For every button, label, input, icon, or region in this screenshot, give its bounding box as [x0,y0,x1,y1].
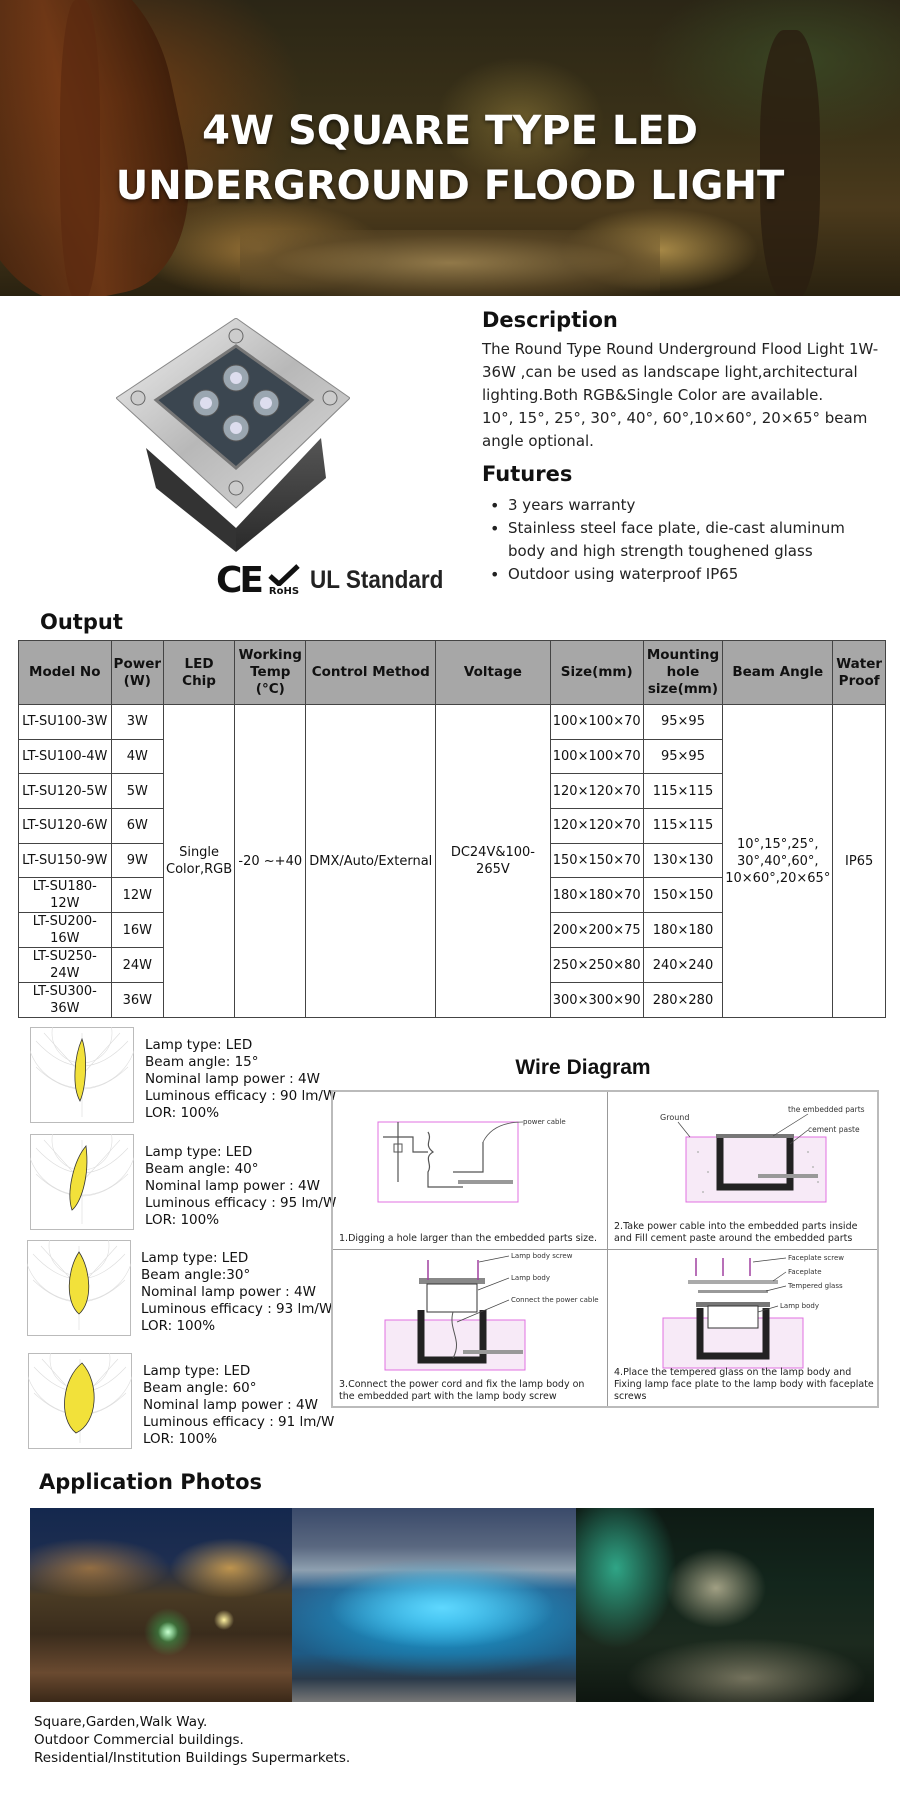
wire-step-3-caption: 3.Connect the power cord and fix the lamp body on the embedded part with the lamp body screw [339,1379,585,1402]
application-photos [30,1508,874,1702]
lamp-type: Lamp type: LED [143,1363,251,1379]
cell-model: LT-SU300-36W [19,983,112,1018]
nominal-power: Nominal lamp power : 4W [141,1284,316,1300]
cell-size: 120×120×70 [550,774,643,809]
description-body: The Round Type Round Underground Flood Light 1W-36W ,can be used as landscape light,architectural lighting.Both RGB&Single Color are available. 10°, 15°, 25°, 30°, 40°, 60°,10×60°, 20×65° beam angle optional. [482,340,879,450]
svg-text:Lamp body: Lamp body [511,1274,550,1282]
lor: LOR: 100% [143,1431,218,1447]
cell-model: LT-SU150-9W [19,843,112,878]
luminous-efficacy: Luminous efficacy : 90 lm/W [145,1088,337,1104]
cell-power: 16W [111,913,163,948]
cell-beam: 10°,15°,25°, 30°,40°,60°, 10×60°,20×65° [723,705,833,1018]
svg-text:power cable: power cable [523,1118,566,1126]
polar-diagram-15 [30,1027,134,1123]
cell-size: 200×200×75 [550,913,643,948]
nominal-power: Nominal lamp power : 4W [145,1071,320,1087]
lor: LOR: 100% [145,1212,220,1228]
output-heading: Output [40,610,123,634]
cell-size: 180×180×70 [550,878,643,913]
wire-diagram-title: Wire Diagram [515,1056,651,1079]
cell-hole: 95×95 [643,705,723,740]
application-item: Square,Garden,Walk Way. [34,1714,208,1730]
wire-step-1 [333,1092,605,1249]
beam-angle: Beam angle:30° [141,1267,251,1283]
cell-hole: 150×150 [643,878,723,913]
svg-text:Lamp body: Lamp body [780,1302,819,1310]
lamp-type: Lamp type: LED [145,1144,253,1160]
polar-diagram-40 [30,1134,134,1230]
svg-text:Connect the power cable: Connect the power cable [511,1296,599,1304]
nominal-power: Nominal lamp power : 4W [143,1397,318,1413]
cell-model: LT-SU120-6W [19,809,112,844]
ce-mark: CE [216,559,262,601]
wire-diagram [331,1090,879,1408]
svg-text:Faceplate: Faceplate [788,1268,822,1276]
svg-text:Tempered glass: Tempered glass [788,1282,843,1290]
wire-step-3 [333,1250,605,1407]
cell-power: 3W [111,705,163,740]
photo-walkway [576,1508,874,1702]
distribution-block [30,1134,337,1234]
wire-step-4-caption: 4.Place the tempered glass on the lamp body and Fixing lamp face plate to the lamp body with faceplate screws [614,1367,874,1402]
header-control-method: Control Method [306,641,436,705]
nominal-power: Nominal lamp power : 4W [145,1178,320,1194]
header-beam-angle: Beam Angle [723,641,833,705]
application-item: Residential/Institution Buildings Supermarkets. [34,1750,351,1766]
table-row [19,705,886,740]
cell-power: 5W [111,774,163,809]
cell-model: LT-SU180-12W [19,878,112,913]
table-header-row [19,641,886,705]
cell-model: LT-SU200-16W [19,913,112,948]
beam-angle: Beam angle: 60° [143,1380,257,1396]
list-item: • Outdoor using waterproof IP65 [482,563,882,586]
hero-title-line-2: UNDERGROUND FLOOD LIGHT [115,163,785,209]
cell-hole: 180×180 [643,913,723,948]
header-size: Size(mm) [550,641,643,705]
header-power: Power (W) [111,641,163,705]
cell-model: LT-SU100-3W [19,705,112,740]
application-list [34,1713,350,1767]
cell-size: 150×150×70 [550,843,643,878]
luminous-efficacy: Luminous efficacy : 93 lm/W [141,1301,333,1317]
futures-list [482,494,882,586]
hero-banner [0,0,900,296]
cell-power: 24W [111,948,163,983]
cell-control: DMX/Auto/External [306,705,436,1018]
lor: LOR: 100% [145,1105,220,1121]
svg-text:Faceplate screw: Faceplate screw [788,1254,845,1262]
hero-title-line-1: 4W SQUARE TYPE LED [202,108,698,154]
wire-step-1-caption: 1.Digging a hole larger than the embedded parts size. [339,1233,598,1244]
beam-angle: Beam angle: 15° [145,1054,259,1070]
cell-size: 300×300×90 [550,983,643,1018]
futures-section [482,462,882,586]
cell-power: 6W [111,809,163,844]
futures-heading: Futures [482,462,573,486]
header-working-temp: Working Temp (°C) [235,641,306,705]
cell-power: 36W [111,983,163,1018]
check-icon [268,564,300,586]
svg-text:cement paste: cement paste [808,1125,860,1134]
polar-diagram-60 [28,1353,132,1449]
cell-led-chip: Single Color,RGB [164,705,235,1018]
cell-power: 12W [111,878,163,913]
luminous-efficacy: Luminous efficacy : 95 lm/W [145,1195,337,1211]
polar-diagram-30 [27,1240,131,1336]
photo-garden [30,1508,292,1702]
lamp-type: Lamp type: LED [141,1250,249,1266]
distribution-block [27,1240,333,1340]
list-item: • 3 years warranty [482,494,882,517]
svg-text:the embedded parts: the embedded parts [788,1105,865,1114]
lamp-type: Lamp type: LED [145,1037,253,1053]
header-mounting-hole: Mounting hole size(mm) [643,641,723,705]
cell-voltage: DC24V&100-265V [436,705,551,1018]
cell-hole: 115×115 [643,809,723,844]
cell-hole: 130×130 [643,843,723,878]
cell-hole: 95×95 [643,739,723,774]
cell-temp: -20 ~+40 [235,705,306,1018]
description-section [482,308,882,453]
application-item: Outdoor Commercial buildings. [34,1732,244,1748]
cell-size: 100×100×70 [550,739,643,774]
cell-waterproof: IP65 [833,705,886,1018]
distribution-block [30,1027,337,1127]
header-model-no: Model No [19,641,112,705]
cell-power: 9W [111,843,163,878]
header-voltage: Voltage [436,641,551,705]
cell-size: 120×120×70 [550,809,643,844]
cell-power: 4W [111,739,163,774]
cell-size: 250×250×80 [550,948,643,983]
distribution-block [28,1353,335,1453]
wire-step-4 [608,1250,880,1407]
list-item: • Stainless steel face plate, die-cast aluminum body and high strength toughened glass [482,517,882,563]
header-water-proof: Water Proof [833,641,886,705]
application-heading: Application Photos [39,1470,262,1494]
wire-step-2 [608,1092,880,1249]
beam-angle-text: 10°, 15°, 25°, 30°, 40°, 60°,10×60°, 20×65° beam angle optional. [482,409,868,450]
cell-hole: 280×280 [643,983,723,1018]
photo-pool [292,1508,576,1702]
cell-model: LT-SU250-24W [19,948,112,983]
product-image [116,318,350,552]
cell-size: 100×100×70 [550,705,643,740]
cell-hole: 240×240 [643,948,723,983]
description-heading: Description [482,308,618,332]
lor: LOR: 100% [141,1318,216,1334]
luminous-efficacy: Luminous efficacy : 91 lm/W [143,1414,335,1430]
svg-text:Lamp body screw: Lamp body screw [511,1252,573,1260]
svg-text:Ground: Ground [660,1113,690,1122]
rohs-mark: RoHS [268,560,300,600]
spec-table [18,640,886,1018]
header-led-chip: LED Chip [164,641,235,705]
cell-model: LT-SU120-5W [19,774,112,809]
ul-standard-mark: UL Standard [310,565,444,594]
cell-hole: 115×115 [643,774,723,809]
beam-angle: Beam angle: 40° [145,1161,259,1177]
cell-model: LT-SU100-4W [19,739,112,774]
wire-step-2-caption: 2.Take power cable into the embedded parts inside and Fill cement paste around the embedded parts [614,1221,858,1244]
